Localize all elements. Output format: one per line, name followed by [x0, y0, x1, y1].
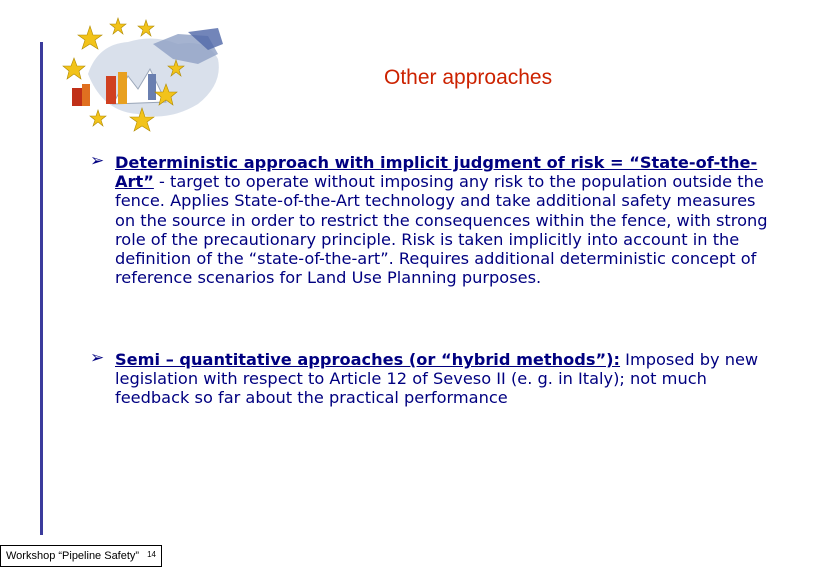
page-title: Other approaches	[384, 66, 553, 89]
bullet-lead: Deterministic approach with implicit judgment of risk = “State-of-the-Art”	[115, 153, 758, 192]
arrow-bullet-icon: ➢	[90, 151, 105, 171]
arrow-bullet-icon: ➢	[90, 348, 105, 368]
footer-workshop-name: Workshop “Pipeline Safety”	[6, 550, 140, 562]
bullet-deterministic-approach	[90, 153, 780, 287]
footer-label	[0, 545, 162, 567]
bullet-text	[115, 153, 775, 287]
eu-stars-logo-icon	[58, 14, 226, 132]
left-vertical-rule	[40, 42, 43, 535]
bullet-body: Imposed by new legislation with respect to Article 12 of Seveso II (e. g. in Italy); not much feedback so far about the practical performance	[115, 350, 759, 408]
page-number: 14	[147, 549, 156, 559]
bullet-body: - target to operate without imposing any risk to the population outside the fence. Applies State-of-the-Art technology and take additional safety measures on the source in order to restrict the consequences within the fence, with strong role of the precautionary principle. Risk is taken implicitly into account in the definition of the “state-of-the-art”. Requires additional deterministic concept of reference scenarios for Land Use Planning purposes.	[115, 172, 768, 288]
bullet-text	[115, 350, 775, 408]
bullet-lead: Semi – quantitative approaches (or “hybrid methods”):	[115, 350, 621, 369]
bullet-semi-quantitative	[90, 350, 780, 408]
